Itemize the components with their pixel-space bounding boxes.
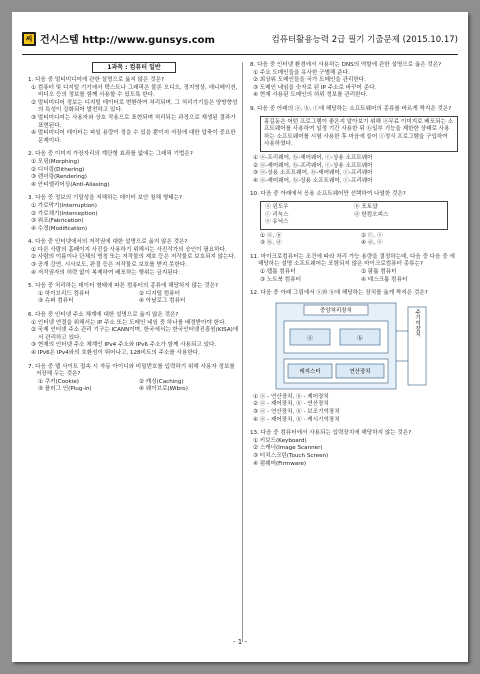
question-text: 4. 다음 중 인터넷에서의 저작권에 대한 설명으로 옳지 않은 것은? bbox=[28, 239, 188, 246]
question bbox=[28, 151, 240, 189]
question bbox=[250, 254, 462, 284]
answer-option[interactable]: ③ ⓐ - 연산장치, ⓑ - 보조기억장치 bbox=[253, 409, 340, 416]
answer-option[interactable]: ③ 도메인 네임을 숫자로 된 IP 주소로 바꾸어 준다. bbox=[253, 84, 377, 91]
answer-option[interactable]: ③ 플러그 인(Plug-in) bbox=[38, 386, 92, 393]
column-divider bbox=[242, 62, 243, 642]
question-text: 1. 다음 중 멀티미디어에 관한 설명으로 옳지 않은 것은? bbox=[28, 77, 165, 83]
question-text: 3. 다음 중 정보의 기밀성을 저해하는 데이터 보안 침해 형태는? bbox=[28, 195, 182, 202]
question bbox=[28, 364, 240, 394]
brand-logo-icon bbox=[22, 32, 36, 46]
answer-option[interactable]: ④ ⓐ - 제어장치, ⓑ - 캐시기억장치 bbox=[253, 416, 340, 423]
question-text: 6. 다음 중 인터넷 주소 체계에 대한 설명으로 옳지 않은 것은? bbox=[28, 312, 179, 319]
question bbox=[28, 77, 240, 145]
answer-option[interactable]: ② 멀티미디어 정보는 디지털 데이터로 변환하여 처리되며, 그 처리기기들은 양방향성의 특성이 강화되어 발전하고 있다. bbox=[31, 99, 238, 114]
grid-item: ⓑ 포토샵 bbox=[354, 203, 378, 210]
page-header bbox=[22, 28, 458, 55]
answer-row bbox=[250, 269, 462, 277]
answer-option[interactable]: ④ ⓐ-셰어웨어, ⓑ-상용 소프트웨어, ⓒ-프리웨어 bbox=[253, 177, 373, 184]
answer-option[interactable]: ② 최상위 도메인들을 국가 도메인을 관리한다. bbox=[253, 77, 366, 84]
answer-option[interactable]: ② 디지털 컴퓨터 bbox=[139, 290, 180, 297]
section-title: 1과목 : 컴퓨터 일반 bbox=[92, 62, 176, 73]
answer-option[interactable]: ② ⓐ - 제어장치, ⓑ - 연산장치 bbox=[253, 401, 329, 408]
question bbox=[28, 239, 240, 277]
question-text: 12. 다음 중 아래 그림에서 ⓐ와 ⓑ에 해당하는 장치를 옳게 짝지은 것은? bbox=[250, 290, 428, 297]
answer-option[interactable]: ① 랩톱 컴퓨터 bbox=[260, 269, 296, 276]
answer-row bbox=[28, 386, 240, 394]
answer-option[interactable]: ④ 저작권자의 허락 없이 복제하여 배포하는 행위는 금지된다. bbox=[31, 269, 180, 276]
answer-option[interactable]: ① 하이브리드 컴퓨터 bbox=[38, 290, 90, 297]
answer-option[interactable]: ④ 멀티미디어 데이터는 파일 용량이 정을 수 있을 뿐이지 저장에 대한 압축이 중요한 문제이다. bbox=[31, 130, 236, 144]
answer-option[interactable]: ① 가로막기(Interruption) bbox=[31, 202, 97, 209]
question bbox=[28, 283, 240, 306]
question-text: 13. 다음 중 컴퓨터에서 사용되는 입력장치에 해당하지 않는 것은? bbox=[250, 430, 412, 437]
question bbox=[250, 106, 462, 185]
answer-option[interactable]: ② 캐싱(Caching) bbox=[139, 378, 184, 385]
question bbox=[250, 290, 462, 424]
answer-option[interactable]: ④ 현재 사용된 도메인의 허위 정보를 관리한다. bbox=[253, 92, 368, 99]
answer-option[interactable]: ② 가로채기(Interception) bbox=[31, 210, 98, 217]
answer-option[interactable]: ① 주요 도메인들을 유사한 구별해 준다. bbox=[253, 69, 350, 76]
grid-item: ⓐ 윈도우 bbox=[265, 203, 289, 210]
answer-option[interactable]: ② ⓒ, ⓔ bbox=[361, 232, 383, 239]
register-label: 레지스터 bbox=[299, 368, 321, 375]
answer-option[interactable]: ④ 수정(Modification) bbox=[31, 225, 88, 232]
answer-option[interactable]: ① ⓐ, ⓑ bbox=[260, 232, 282, 239]
item-grid bbox=[260, 201, 448, 230]
answer-option[interactable]: ④ 펌웨어(Firmware) bbox=[253, 460, 307, 467]
answer-option[interactable]: ① 인터넷 연결을 위해서는 IP 주소 또는 도메인 네임 중 하나를 배정받아야 한다. bbox=[31, 319, 227, 326]
question bbox=[250, 191, 462, 248]
answer-option[interactable]: ③ 공개 강연, 시사보도, 판결 등은 저작물로 보호를 받지 못한다. bbox=[31, 262, 188, 269]
question bbox=[250, 62, 462, 100]
question-passage: 홍길동은 어떤 프로그램이 좋은지 알아보기 위해 ⓐ무료 이미지로 배포되는 소프트웨어를 사용하여 일정 기간 사용한 뒤 ⓑ일부 기능을 제한한 상태로 사용하는 소프트웨어를 시험 사용한 후 마음에 들어 ⓒ정식 프로그램을 구입하여 사용하였다. bbox=[260, 116, 458, 152]
answer-option[interactable]: ③ 위조(Fabrication) bbox=[31, 218, 84, 225]
answer-option[interactable]: ③ 터치스크린(Touch Screen) bbox=[253, 453, 329, 459]
left-column bbox=[28, 62, 240, 400]
answer-option[interactable]: ④ 웨이브로(Wibro) bbox=[139, 386, 188, 393]
question bbox=[28, 195, 240, 233]
answer-option[interactable]: ① 다른 사람의 홈페이지 사진을 사용하기 위해서는 사진작가의 승인이 필요하다. bbox=[31, 246, 227, 253]
answer-option[interactable]: ① 컴퓨터 및 디지털 기기에서 텍스트나 그래픽은 물론 오디오, 정지영상, 애니메이션, 비디오 등의 정보를 함께 사용할 수 있도록 한다. bbox=[31, 84, 238, 99]
question-text: 5. 다음 중 처리하는 데이터 형태에 따른 컴퓨터의 종류에 해당하지 않는 것은? bbox=[28, 283, 218, 290]
question-text: 11. 마이크로컴퓨터는 조건에 따라 처리 가능 용량을 결정하는데, 다음 중 다음 중 에 해당하는 설명 소프트웨어는 포함되지 않은 마이크로컴퓨터 종류는? bbox=[250, 253, 455, 268]
answer-option[interactable]: ④ 아날로그 컴퓨터 bbox=[139, 298, 186, 305]
answer-option[interactable]: ② 스캐너(Image Scanner) bbox=[253, 445, 323, 452]
memory-label: 주기억장치 bbox=[414, 309, 420, 337]
cpu-diagram-svg bbox=[274, 301, 434, 391]
question bbox=[250, 430, 462, 468]
answer-option[interactable]: ④ 안티앨리어싱(Anti-Aliasing) bbox=[31, 181, 110, 188]
answer-option[interactable]: ③ 현재의 인터넷 주소 체계인 IPv4 주소와 IPv6 주소가 함께 사용되고 있다. bbox=[31, 342, 217, 349]
answer-option[interactable]: ② 사람의 이름이나 단체의 명칭 또는 저작물의 제호 등은 저작물로 보호되지 않는다. bbox=[31, 254, 236, 261]
grid-item: ⓔ 유닉스 bbox=[265, 219, 289, 226]
logo-glyph: 씨 bbox=[25, 35, 33, 43]
b-label: ⓑ bbox=[357, 335, 363, 342]
answer-option[interactable]: ② 팜톱 컴퓨터 bbox=[361, 269, 397, 276]
answer-option[interactable]: ③ 노트북 컴퓨터 bbox=[260, 276, 301, 283]
answer-option[interactable]: ② ⓐ-셰어웨어, ⓑ-프리웨어, ⓒ-상용 소프트웨어 bbox=[253, 162, 373, 169]
answer-option[interactable]: ② 디더링(Dithering) bbox=[31, 166, 85, 173]
question-text: 10. 다음 중 아래에서 응용 소프트웨어만 선택하여 나열한 것은? bbox=[250, 191, 406, 198]
page-number: - 1 - bbox=[233, 638, 247, 646]
question-text: 7. 다음 중 웹 사이트 접속 시 자동 아이디와 비밀번호를 입력하기 위해 사용자 정보를 저장해 두는 것은? bbox=[28, 363, 235, 378]
brand-name[interactable]: 건시스템 http://www.gunsys.com bbox=[40, 35, 215, 46]
answer-option[interactable]: ② 국제 인터넷 주소 관리 기구는 ICANN이며, 한국에서는 한국인터넷진흥원(KISA)에서 관리하고 있다. bbox=[31, 327, 239, 341]
answer-grid bbox=[250, 233, 462, 248]
answer-option[interactable]: ① 키보드(Keyboard) bbox=[253, 437, 307, 444]
question bbox=[28, 312, 240, 358]
answer-option[interactable]: ① 쿠키(Cookie) bbox=[38, 378, 79, 385]
question-text: 2. 다음 중 이미지 가장자리의 계단형 효과를 없애는 그래픽 기법은? bbox=[28, 151, 193, 158]
a-label: ⓐ bbox=[307, 335, 313, 342]
answer-row bbox=[28, 298, 240, 306]
answer-option[interactable]: ① ⓐ-프리웨어, ⓑ-셰어웨어, ⓒ-상용 소프트웨어 bbox=[253, 154, 373, 161]
answer-row bbox=[250, 277, 462, 285]
exam-title: 컴퓨터활용능력 2급 필기 기출문제 (2015.10.17) bbox=[271, 35, 458, 45]
answer-option[interactable]: ③ 슈퍼 컴퓨터 bbox=[38, 298, 74, 305]
answer-option[interactable]: ④ 데스크톱 컴퓨터 bbox=[361, 276, 408, 283]
question-text: 8. 다음 중 인터넷 환경에서 사용하는 DNS의 역할에 관한 설명으로 옳은 것은? bbox=[250, 62, 442, 68]
answer-option[interactable]: ① ⓐ - 연산장치, ⓑ - 제어장치 bbox=[253, 393, 329, 400]
question-text: 9. 다음 중 아래의 ⓐ, ⓑ, ⓒ에 해당하는 소프트웨어의 종류를 바르게 짝지은 것은? bbox=[250, 105, 452, 112]
cpu-title-label: 중앙처리장치 bbox=[320, 307, 352, 314]
answer-option[interactable]: ③ ⓐ-상용 소프트웨어, ⓑ-셰어웨어, ⓒ-프리웨어 bbox=[253, 170, 373, 177]
right-questions bbox=[250, 62, 462, 468]
answer-option[interactable]: ④ ⓓ, ⓔ bbox=[361, 240, 383, 247]
answer-option[interactable]: ④ IPv6은 IPv4와의 호환성이 뛰어나고, 128비트의 주소를 사용한다. bbox=[31, 350, 200, 356]
answer-option[interactable]: ③ 렌더링(Rendering) bbox=[31, 174, 87, 181]
alu-label: 연산장치 bbox=[349, 368, 371, 375]
exam-page bbox=[12, 12, 468, 662]
left-questions bbox=[28, 77, 240, 394]
grid-item: ⓒ 리눅스 bbox=[265, 211, 289, 218]
grid-item: ⓓ 한컴오피스 bbox=[354, 211, 389, 218]
answer-option[interactable]: ③ ⓑ, ⓓ bbox=[260, 240, 282, 247]
right-column bbox=[250, 62, 462, 474]
answer-option[interactable]: ① 모핑(Morphing) bbox=[31, 158, 80, 165]
cpu-diagram bbox=[274, 301, 434, 391]
grid-item bbox=[354, 219, 443, 227]
answer-option[interactable]: ③ 멀티미디어는 사용자와 상호 작용으로 표현되며 처리되는 과정으로 재생된 결과가 표현된다. bbox=[31, 114, 236, 129]
